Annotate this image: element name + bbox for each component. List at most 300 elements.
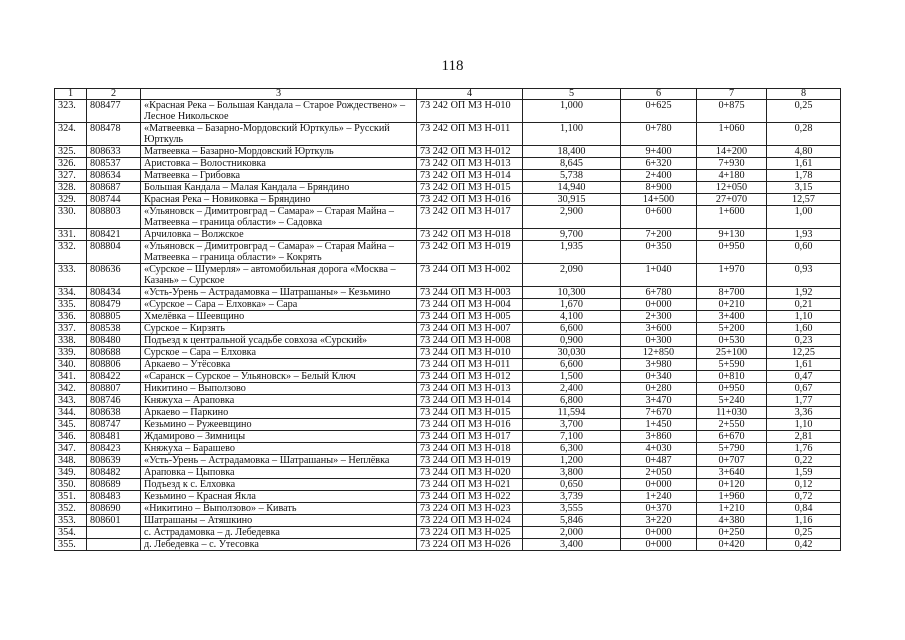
length-cell: 1,935	[523, 241, 621, 264]
start-km-cell: 0+280	[621, 383, 697, 395]
road-code-cell: 73 244 ОП МЗ Н-014	[417, 395, 523, 407]
length-cell: 1,500	[523, 371, 621, 383]
road-code-cell: 73 244 ОП МЗ Н-003	[417, 287, 523, 299]
road-name-cell: «Матвеевка – Базарно-Мордовский Юрткуль» – Русский Юрткуль	[141, 123, 417, 146]
start-km-cell: 6+780	[621, 287, 697, 299]
column-header: 1	[55, 89, 87, 100]
row-number-cell: 323.	[55, 100, 87, 123]
road-id-cell: 808804	[87, 241, 141, 264]
start-km-cell: 2+300	[621, 311, 697, 323]
start-km-cell: 0+340	[621, 371, 697, 383]
road-id-cell: 808803	[87, 206, 141, 229]
road-code-cell: 73 224 ОП МЗ Н-024	[417, 515, 523, 527]
road-id-cell: 808807	[87, 383, 141, 395]
start-km-cell: 3+220	[621, 515, 697, 527]
distance-cell: 3,15	[767, 182, 841, 194]
road-code-cell: 73 242 ОП МЗ Н-010	[417, 100, 523, 123]
distance-cell: 1,00	[767, 206, 841, 229]
row-number-cell: 351.	[55, 491, 87, 503]
length-cell: 6,600	[523, 359, 621, 371]
end-km-cell: 0+875	[697, 100, 767, 123]
road-code-cell: 73 244 ОП МЗ Н-002	[417, 264, 523, 287]
distance-cell: 2,81	[767, 431, 841, 443]
end-km-cell: 1+960	[697, 491, 767, 503]
row-number-cell: 354.	[55, 527, 87, 539]
table-row	[55, 539, 841, 551]
distance-cell: 0,72	[767, 491, 841, 503]
distance-cell: 0,84	[767, 503, 841, 515]
row-number-cell: 329.	[55, 194, 87, 206]
table-row	[55, 158, 841, 170]
end-km-cell: 5+590	[697, 359, 767, 371]
row-number-cell: 331.	[55, 229, 87, 241]
table-row	[55, 347, 841, 359]
row-number-cell: 337.	[55, 323, 87, 335]
distance-cell: 1,10	[767, 419, 841, 431]
length-cell: 1,200	[523, 455, 621, 467]
table-row	[55, 206, 841, 229]
table-row	[55, 503, 841, 515]
end-km-cell: 0+210	[697, 299, 767, 311]
table-row	[55, 359, 841, 371]
road-code-cell: 73 244 ОП МЗ Н-021	[417, 479, 523, 491]
road-name-cell: д. Лебедевка – с. Утесовка	[141, 539, 417, 551]
header-row	[55, 89, 841, 100]
length-cell: 1,670	[523, 299, 621, 311]
road-code-cell: 73 224 ОП МЗ Н-026	[417, 539, 523, 551]
row-number-cell: 350.	[55, 479, 87, 491]
length-cell: 6,600	[523, 323, 621, 335]
table-row	[55, 335, 841, 347]
road-code-cell: 73 242 ОП МЗ Н-013	[417, 158, 523, 170]
roads-table	[54, 88, 841, 551]
road-id-cell: 808639	[87, 455, 141, 467]
length-cell: 11,594	[523, 407, 621, 419]
start-km-cell: 3+980	[621, 359, 697, 371]
distance-cell: 0,93	[767, 264, 841, 287]
road-code-cell: 73 244 ОП МЗ Н-013	[417, 383, 523, 395]
road-id-cell: 808744	[87, 194, 141, 206]
table-row	[55, 527, 841, 539]
end-km-cell: 0+420	[697, 539, 767, 551]
road-name-cell: Хмелёвка – Шеевщино	[141, 311, 417, 323]
road-code-cell: 73 242 ОП МЗ Н-016	[417, 194, 523, 206]
start-km-cell: 0+000	[621, 539, 697, 551]
road-name-cell: Сурское – Сара – Елховка	[141, 347, 417, 359]
road-id-cell: 808746	[87, 395, 141, 407]
row-number-cell: 338.	[55, 335, 87, 347]
road-id-cell: 808479	[87, 299, 141, 311]
road-code-cell: 73 242 ОП МЗ Н-014	[417, 170, 523, 182]
table-row	[55, 241, 841, 264]
length-cell: 0,900	[523, 335, 621, 347]
row-number-cell: 344.	[55, 407, 87, 419]
road-name-cell: Подъезд к с. Елховка	[141, 479, 417, 491]
road-name-cell: Никитино – Выползово	[141, 383, 417, 395]
column-header: 7	[697, 89, 767, 100]
road-id-cell	[87, 539, 141, 551]
table-row	[55, 182, 841, 194]
end-km-cell: 0+530	[697, 335, 767, 347]
start-km-cell: 7+200	[621, 229, 697, 241]
start-km-cell: 0+780	[621, 123, 697, 146]
table-row	[55, 194, 841, 206]
length-cell: 3,555	[523, 503, 621, 515]
end-km-cell: 0+250	[697, 527, 767, 539]
distance-cell: 1,76	[767, 443, 841, 455]
road-code-cell: 73 244 ОП МЗ Н-016	[417, 419, 523, 431]
road-code-cell: 73 244 ОП МЗ Н-005	[417, 311, 523, 323]
table-row	[55, 419, 841, 431]
table-row	[55, 431, 841, 443]
table-row	[55, 323, 841, 335]
road-id-cell: 808537	[87, 158, 141, 170]
row-number-cell: 335.	[55, 299, 87, 311]
length-cell: 3,800	[523, 467, 621, 479]
column-header: 4	[417, 89, 523, 100]
road-id-cell: 808422	[87, 371, 141, 383]
end-km-cell: 5+200	[697, 323, 767, 335]
road-id-cell: 808688	[87, 347, 141, 359]
start-km-cell: 6+320	[621, 158, 697, 170]
end-km-cell: 6+670	[697, 431, 767, 443]
table-row	[55, 515, 841, 527]
road-name-cell: Аркаево – Утёсовка	[141, 359, 417, 371]
road-code-cell: 73 242 ОП МЗ Н-017	[417, 206, 523, 229]
end-km-cell: 0+120	[697, 479, 767, 491]
length-cell: 5,738	[523, 170, 621, 182]
distance-cell: 12,25	[767, 347, 841, 359]
start-km-cell: 14+500	[621, 194, 697, 206]
end-km-cell: 14+200	[697, 146, 767, 158]
distance-cell: 12,57	[767, 194, 841, 206]
row-number-cell: 346.	[55, 431, 87, 443]
road-code-cell: 73 244 ОП МЗ Н-012	[417, 371, 523, 383]
row-number-cell: 334.	[55, 287, 87, 299]
road-id-cell: 808806	[87, 359, 141, 371]
end-km-cell: 1+060	[697, 123, 767, 146]
length-cell: 14,940	[523, 182, 621, 194]
column-header: 6	[621, 89, 697, 100]
distance-cell: 1,93	[767, 229, 841, 241]
road-name-cell: «Ульяновск – Димитровград – Самара» – Старая Майна – Матвеевка – граница области» – Кокрять	[141, 241, 417, 264]
road-name-cell: «Усть-Урень – Астрадамовка – Шатрашаны» – Неплёвка	[141, 455, 417, 467]
distance-cell: 0,47	[767, 371, 841, 383]
road-id-cell	[87, 527, 141, 539]
road-name-cell: Арчиловка – Волжское	[141, 229, 417, 241]
end-km-cell: 3+640	[697, 467, 767, 479]
road-code-cell: 73 244 ОП МЗ Н-004	[417, 299, 523, 311]
start-km-cell: 0+600	[621, 206, 697, 229]
length-cell: 1,100	[523, 123, 621, 146]
road-code-cell: 73 242 ОП МЗ Н-011	[417, 123, 523, 146]
road-code-cell: 73 244 ОП МЗ Н-007	[417, 323, 523, 335]
road-name-cell: «Усть-Урень – Астрадамовка – Шатрашаны» – Кезьмино	[141, 287, 417, 299]
road-id-cell: 808421	[87, 229, 141, 241]
row-number-cell: 330.	[55, 206, 87, 229]
table-row	[55, 455, 841, 467]
end-km-cell: 1+970	[697, 264, 767, 287]
row-number-cell: 348.	[55, 455, 87, 467]
table-body	[55, 100, 841, 551]
length-cell: 6,800	[523, 395, 621, 407]
road-id-cell: 808477	[87, 100, 141, 123]
distance-cell: 0,23	[767, 335, 841, 347]
road-name-cell: Кезьмино – Ружеевщино	[141, 419, 417, 431]
end-km-cell: 0+950	[697, 241, 767, 264]
end-km-cell: 9+130	[697, 229, 767, 241]
road-id-cell: 808480	[87, 335, 141, 347]
length-cell: 2,000	[523, 527, 621, 539]
road-name-cell: Сурское – Кирзять	[141, 323, 417, 335]
table-row	[55, 407, 841, 419]
start-km-cell: 2+400	[621, 170, 697, 182]
start-km-cell: 3+860	[621, 431, 697, 443]
table-row	[55, 229, 841, 241]
column-header: 3	[141, 89, 417, 100]
road-id-cell: 808634	[87, 170, 141, 182]
distance-cell: 1,77	[767, 395, 841, 407]
distance-cell: 4,80	[767, 146, 841, 158]
road-name-cell: Матвеевка – Базарно-Мордовский Юрткуль	[141, 146, 417, 158]
column-header: 2	[87, 89, 141, 100]
road-id-cell: 808747	[87, 419, 141, 431]
start-km-cell: 1+240	[621, 491, 697, 503]
table-row	[55, 146, 841, 158]
end-km-cell: 27+070	[697, 194, 767, 206]
road-name-cell: Подъезд к центральной усадьбе совхоза «Сурский»	[141, 335, 417, 347]
length-cell: 5,846	[523, 515, 621, 527]
distance-cell: 0,28	[767, 123, 841, 146]
road-code-cell: 73 242 ОП МЗ Н-015	[417, 182, 523, 194]
row-number-cell: 355.	[55, 539, 87, 551]
end-km-cell: 12+050	[697, 182, 767, 194]
length-cell: 7,100	[523, 431, 621, 443]
end-km-cell: 0+810	[697, 371, 767, 383]
road-code-cell: 73 244 ОП МЗ Н-018	[417, 443, 523, 455]
road-id-cell: 808481	[87, 431, 141, 443]
distance-cell: 1,16	[767, 515, 841, 527]
start-km-cell: 2+050	[621, 467, 697, 479]
page-number: 118	[441, 58, 464, 74]
road-name-cell: Аркаево – Паркино	[141, 407, 417, 419]
road-code-cell: 73 244 ОП МЗ Н-017	[417, 431, 523, 443]
table-row	[55, 299, 841, 311]
road-id-cell: 808538	[87, 323, 141, 335]
table-row	[55, 383, 841, 395]
column-header: 8	[767, 89, 841, 100]
start-km-cell: 0+000	[621, 299, 697, 311]
road-id-cell: 808434	[87, 287, 141, 299]
distance-cell: 0,60	[767, 241, 841, 264]
road-name-cell: «Саранск – Сурское – Ульяновск» – Белый Ключ	[141, 371, 417, 383]
length-cell: 9,700	[523, 229, 621, 241]
row-number-cell: 343.	[55, 395, 87, 407]
distance-cell: 0,25	[767, 100, 841, 123]
road-name-cell: Кезьмино – Красная Якла	[141, 491, 417, 503]
end-km-cell: 3+400	[697, 311, 767, 323]
start-km-cell: 0+625	[621, 100, 697, 123]
road-id-cell: 808636	[87, 264, 141, 287]
distance-cell: 0,12	[767, 479, 841, 491]
start-km-cell: 9+400	[621, 146, 697, 158]
length-cell: 2,090	[523, 264, 621, 287]
end-km-cell: 0+707	[697, 455, 767, 467]
end-km-cell: 5+790	[697, 443, 767, 455]
start-km-cell: 1+450	[621, 419, 697, 431]
end-km-cell: 11+030	[697, 407, 767, 419]
row-number-cell: 325.	[55, 146, 87, 158]
end-km-cell: 8+700	[697, 287, 767, 299]
row-number-cell: 328.	[55, 182, 87, 194]
road-id-cell: 808689	[87, 479, 141, 491]
row-number-cell: 341.	[55, 371, 87, 383]
distance-cell: 1,60	[767, 323, 841, 335]
end-km-cell: 2+550	[697, 419, 767, 431]
end-km-cell: 25+100	[697, 347, 767, 359]
start-km-cell: 0+487	[621, 455, 697, 467]
start-km-cell: 0+370	[621, 503, 697, 515]
road-name-cell: Красная Река – Новиковка – Бряндино	[141, 194, 417, 206]
distance-cell: 0,67	[767, 383, 841, 395]
road-name-cell: «Никитино – Выползово» – Кивать	[141, 503, 417, 515]
row-number-cell: 333.	[55, 264, 87, 287]
road-code-cell: 73 244 ОП МЗ Н-022	[417, 491, 523, 503]
road-name-cell: Княжуха – Араповка	[141, 395, 417, 407]
distance-cell: 1,10	[767, 311, 841, 323]
start-km-cell: 3+600	[621, 323, 697, 335]
length-cell: 3,700	[523, 419, 621, 431]
road-name-cell: «Сурское – Шумерля» – автомобильная дорога «Москва – Казань» – Сурское	[141, 264, 417, 287]
end-km-cell: 5+240	[697, 395, 767, 407]
length-cell: 18,400	[523, 146, 621, 158]
road-id-cell: 808423	[87, 443, 141, 455]
start-km-cell: 3+470	[621, 395, 697, 407]
row-number-cell: 324.	[55, 123, 87, 146]
length-cell: 3,739	[523, 491, 621, 503]
table-row	[55, 467, 841, 479]
road-name-cell: Матвеевка – Грибовка	[141, 170, 417, 182]
start-km-cell: 0+000	[621, 479, 697, 491]
table-row	[55, 311, 841, 323]
distance-cell: 0,21	[767, 299, 841, 311]
road-id-cell: 808805	[87, 311, 141, 323]
row-number-cell: 347.	[55, 443, 87, 455]
length-cell: 30,915	[523, 194, 621, 206]
road-code-cell: 73 244 ОП МЗ Н-011	[417, 359, 523, 371]
end-km-cell: 4+380	[697, 515, 767, 527]
road-name-cell: «Сурское – Сара – Елховка» – Сара	[141, 299, 417, 311]
end-km-cell: 0+950	[697, 383, 767, 395]
length-cell: 4,100	[523, 311, 621, 323]
length-cell: 8,645	[523, 158, 621, 170]
table-row	[55, 100, 841, 123]
distance-cell: 0,25	[767, 527, 841, 539]
road-code-cell: 73 244 ОП МЗ Н-020	[417, 467, 523, 479]
road-code-cell: 73 242 ОП МЗ Н-019	[417, 241, 523, 264]
end-km-cell: 4+180	[697, 170, 767, 182]
table-row	[55, 491, 841, 503]
row-number-cell: 332.	[55, 241, 87, 264]
start-km-cell: 8+900	[621, 182, 697, 194]
table-row	[55, 443, 841, 455]
road-name-cell: с. Астрадамовка – д. Лебедевка	[141, 527, 417, 539]
length-cell: 10,300	[523, 287, 621, 299]
length-cell: 0,650	[523, 479, 621, 491]
road-id-cell: 808483	[87, 491, 141, 503]
row-number-cell: 336.	[55, 311, 87, 323]
road-name-cell: Араповка – Цыповка	[141, 467, 417, 479]
road-id-cell: 808601	[87, 515, 141, 527]
road-id-cell: 808690	[87, 503, 141, 515]
end-km-cell: 1+600	[697, 206, 767, 229]
distance-cell: 1,61	[767, 359, 841, 371]
start-km-cell: 1+040	[621, 264, 697, 287]
distance-cell: 1,78	[767, 170, 841, 182]
road-code-cell: 73 242 ОП МЗ Н-018	[417, 229, 523, 241]
table-row	[55, 264, 841, 287]
row-number-cell: 353.	[55, 515, 87, 527]
road-name-cell: Княжуха – Барашево	[141, 443, 417, 455]
road-code-cell: 73 244 ОП МЗ Н-019	[417, 455, 523, 467]
road-code-cell: 73 244 ОП МЗ Н-015	[417, 407, 523, 419]
road-code-cell: 73 244 ОП МЗ Н-010	[417, 347, 523, 359]
row-number-cell: 342.	[55, 383, 87, 395]
start-km-cell: 0+000	[621, 527, 697, 539]
length-cell: 1,000	[523, 100, 621, 123]
road-code-cell: 73 224 ОП МЗ Н-023	[417, 503, 523, 515]
road-id-cell: 808638	[87, 407, 141, 419]
distance-cell: 1,59	[767, 467, 841, 479]
road-name-cell: Ждамирово – Зимницы	[141, 431, 417, 443]
distance-cell: 1,92	[767, 287, 841, 299]
road-name-cell: Аристовка – Волостниковка	[141, 158, 417, 170]
length-cell: 3,400	[523, 539, 621, 551]
table-row	[55, 123, 841, 146]
row-number-cell: 339.	[55, 347, 87, 359]
start-km-cell: 0+350	[621, 241, 697, 264]
column-header: 5	[523, 89, 621, 100]
road-name-cell: Большая Кандала – Малая Кандала – Бряндино	[141, 182, 417, 194]
length-cell: 2,900	[523, 206, 621, 229]
length-cell: 6,300	[523, 443, 621, 455]
road-id-cell: 808687	[87, 182, 141, 194]
row-number-cell: 327.	[55, 170, 87, 182]
row-number-cell: 352.	[55, 503, 87, 515]
row-number-cell: 326.	[55, 158, 87, 170]
table-row	[55, 371, 841, 383]
row-number-cell: 340.	[55, 359, 87, 371]
road-name-cell: Шатрашаны – Атяшкино	[141, 515, 417, 527]
start-km-cell: 0+300	[621, 335, 697, 347]
road-name-cell: «Ульяновск – Димитровград – Самара» – Старая Майна – Матвеевка – граница области» – Садовка	[141, 206, 417, 229]
distance-cell: 0,22	[767, 455, 841, 467]
distance-cell: 0,42	[767, 539, 841, 551]
distance-cell: 3,36	[767, 407, 841, 419]
road-name-cell: «Красная Река – Большая Кандала – Старое Рождествено» – Лесное Никольское	[141, 100, 417, 123]
table-row	[55, 395, 841, 407]
row-number-cell: 345.	[55, 419, 87, 431]
road-code-cell: 73 224 ОП МЗ Н-025	[417, 527, 523, 539]
road-code-cell: 73 244 ОП МЗ Н-008	[417, 335, 523, 347]
road-id-cell: 808478	[87, 123, 141, 146]
road-id-cell: 808633	[87, 146, 141, 158]
row-number-cell: 349.	[55, 467, 87, 479]
road-code-cell: 73 242 ОП МЗ Н-012	[417, 146, 523, 158]
table-row	[55, 287, 841, 299]
table-row	[55, 170, 841, 182]
start-km-cell: 4+030	[621, 443, 697, 455]
